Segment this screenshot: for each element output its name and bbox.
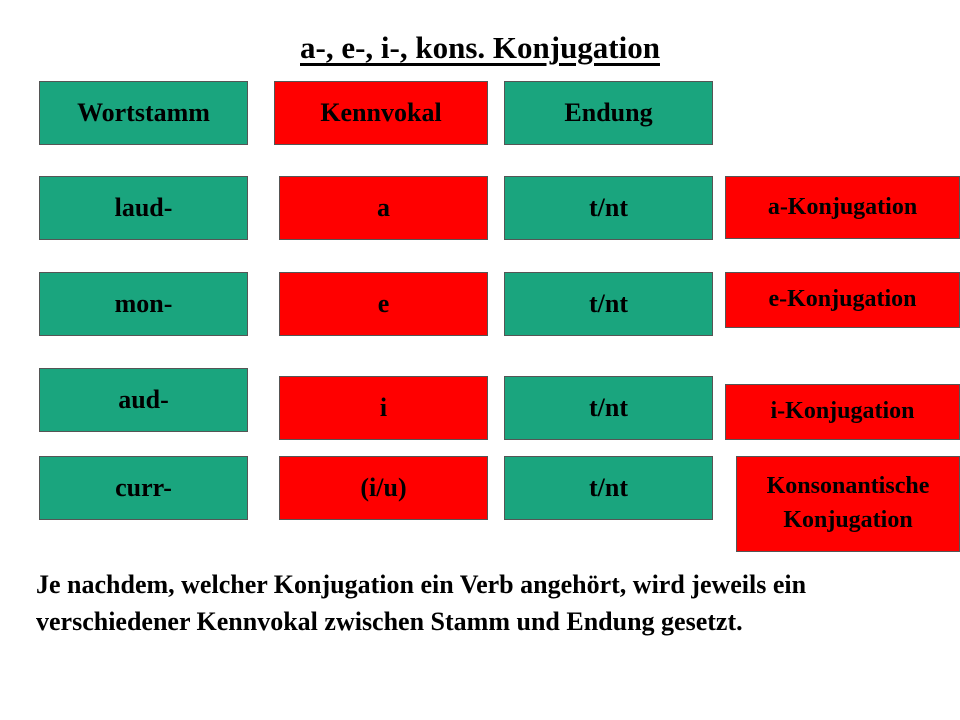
header-endung: Endung <box>504 81 713 145</box>
label-i-konjugation: i-Konjugation <box>725 384 960 440</box>
slide-title: a-, e-, i-, kons. Konjugation <box>300 30 660 65</box>
stem-laud: laud- <box>39 176 248 240</box>
explanation-text: Je nachdem, welcher Konjugation ein Verb angehört, wird jeweils ein verschiedener Kennvokal zwischen Stamm und Endung gesetzt. <box>36 570 807 636</box>
stem-aud: aud- <box>39 368 248 432</box>
ending-row-2: t/nt <box>504 272 713 336</box>
stem-curr: curr- <box>39 456 248 520</box>
vowel-i-u: (i/u) <box>279 456 488 520</box>
ending-row-1: t/nt <box>504 176 713 240</box>
label-e-konjugation: e-Konjugation <box>725 272 960 328</box>
vowel-i: i <box>279 376 488 440</box>
label-line-2: Konjugation <box>783 507 913 533</box>
ending-row-3: t/nt <box>504 376 713 440</box>
ending-row-4: t/nt <box>504 456 713 520</box>
stem-mon: mon- <box>39 272 248 336</box>
label-a-konjugation: a-Konjugation <box>725 176 960 239</box>
header-wortstamm: Wortstamm <box>39 81 248 145</box>
vowel-e: e <box>279 272 488 336</box>
header-kennvokal: Kennvokal <box>274 81 488 145</box>
vowel-a: a <box>279 176 488 240</box>
label-konsonantische-konjugation <box>736 456 960 552</box>
label-line-1: Konsonantische <box>766 473 930 500</box>
